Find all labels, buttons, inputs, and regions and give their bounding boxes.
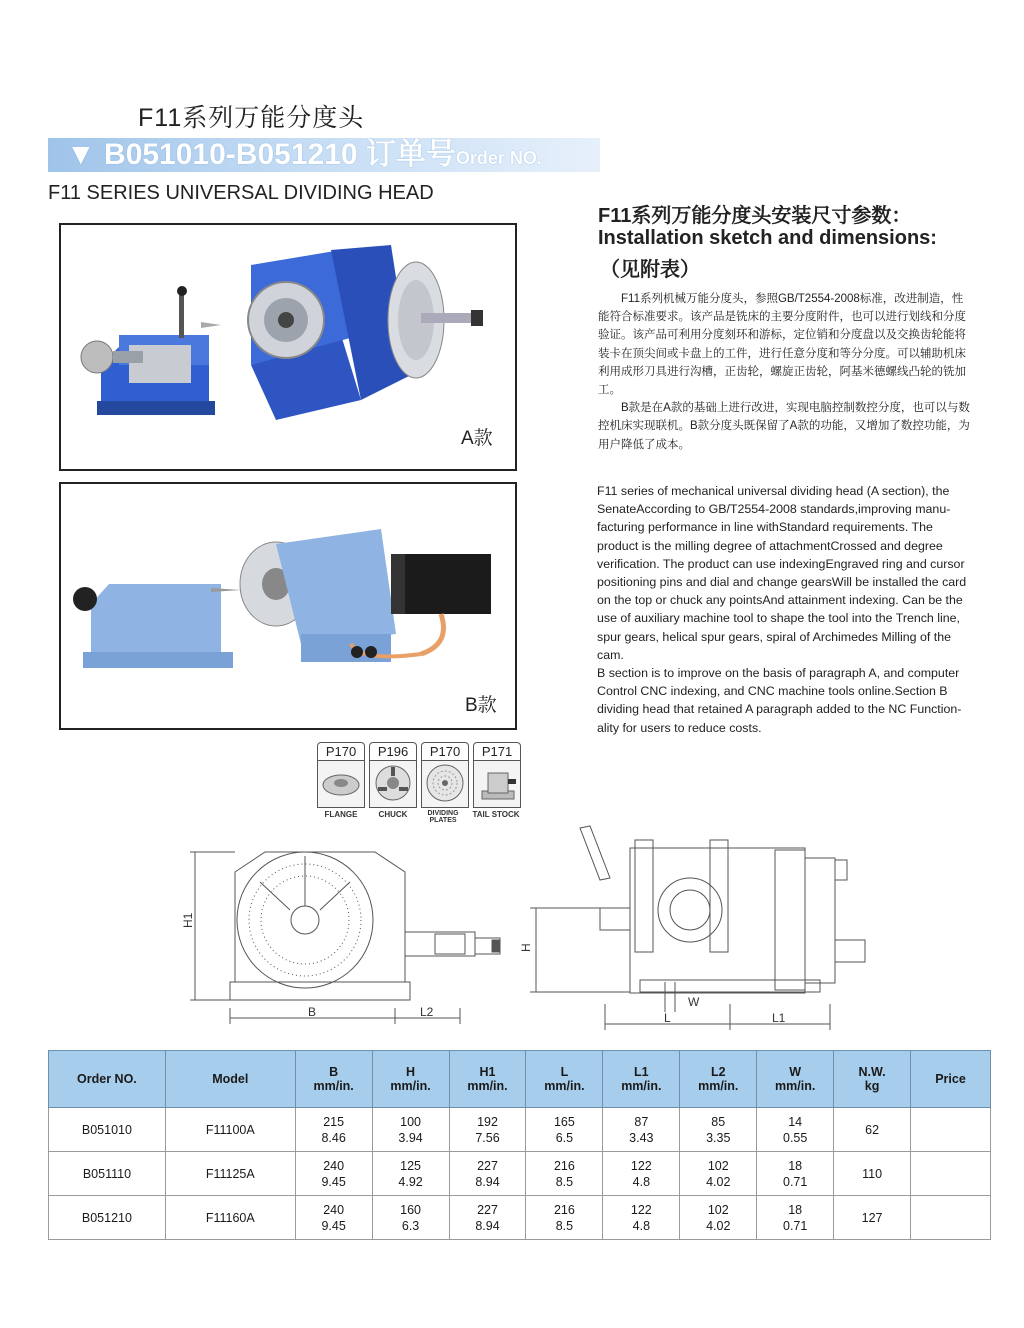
cell-order: B051010	[49, 1108, 166, 1152]
accessory-caption-flange: FLANGE	[324, 810, 358, 819]
description-cn-p2: B款是在A款的基础上进行改进，实现电脑控制数控分度，也可以与数控机床实现联机。B款分度头既保留了A款的功能，又增加了数控功能，为用户降低了成本。	[598, 402, 970, 451]
col-header-l: L mm/in.	[526, 1051, 603, 1108]
page-title-cn: F11系列万能分度头	[138, 104, 365, 132]
chuck-icon	[370, 761, 416, 805]
cell-l: 165 6.5	[526, 1108, 603, 1152]
install-note-cn: （见附表）	[600, 259, 700, 281]
col-header-nw: N.W. kg	[834, 1051, 911, 1108]
accessory-page: P170	[317, 742, 365, 761]
cell-order: B051110	[49, 1152, 166, 1196]
variant-b-label: B款	[465, 695, 497, 716]
cell-l1: 122 4.8	[603, 1152, 680, 1196]
col-header-model: Model	[165, 1051, 295, 1108]
table-row	[49, 1152, 991, 1196]
cell-nw: 62	[834, 1108, 911, 1152]
dividing-head-b-image	[61, 484, 515, 728]
col-header-h: H mm/in.	[372, 1051, 449, 1108]
accessory-caption-chuck: CHUCK	[378, 810, 408, 819]
cell-l2: 85 3.35	[680, 1108, 757, 1152]
cell-l2: 102 4.02	[680, 1196, 757, 1240]
cell-nw: 110	[834, 1152, 911, 1196]
dim-label-h1: H1	[181, 912, 195, 928]
description-en-p1: F11 series of mechanical universal dividing head (A section), the SenateAccording to GB/T2554-2008 standards,improving manu-facturing performance in line withStandard requirements. The product is the milling degree of attachmentCrossed and degree verification. The product can use indexingEngraved ring and cursor positioning pins and dial and change gearsWill be installed the card on the top or chuck any pointsAnd attainment indexing. Can be the use of auxiliary machine tool to shape the tool into the Trench line, spur gears, helical spur gears, spiral of Archimedes Milling of the cam.	[597, 484, 967, 662]
tail-stock-icon	[474, 761, 520, 805]
install-heading-cn: F11系列万能分度头安装尺寸参数：	[598, 205, 912, 227]
cell-w: 14 0.55	[757, 1108, 834, 1152]
order-suffix: Order NO.	[455, 148, 542, 168]
cell-b: 240 9.45	[295, 1196, 372, 1240]
spec-table	[48, 1050, 991, 1240]
variant-a-label: A款	[461, 428, 493, 449]
accessory-caption-tail: TAIL STOCK	[472, 810, 520, 819]
dim-label-l: L	[664, 1011, 671, 1025]
description-en	[597, 482, 975, 737]
cell-order: B051210	[49, 1196, 166, 1240]
cell-price	[911, 1152, 991, 1196]
cell-h: 160 6.3	[372, 1196, 449, 1240]
table-row	[49, 1108, 991, 1152]
cell-h1: 227 8.94	[449, 1152, 526, 1196]
cell-price	[911, 1196, 991, 1240]
accessory-caption-plates: DIVIDING PLATES	[427, 810, 459, 824]
dim-label-l2: L2	[420, 1005, 434, 1019]
cell-h1: 192 7.56	[449, 1108, 526, 1152]
cell-model: F11160A	[165, 1196, 295, 1240]
order-range: ▼ B051010-B051210 订单号	[66, 138, 456, 171]
cell-b: 215 8.46	[295, 1108, 372, 1152]
cell-b: 240 9.45	[295, 1152, 372, 1196]
col-header-l1: L1 mm/in.	[603, 1051, 680, 1108]
accessory-page: P170	[421, 742, 469, 761]
cell-nw: 127	[834, 1196, 911, 1240]
dim-label-l1: L1	[772, 1011, 786, 1025]
accessory-flange[interactable]	[317, 742, 365, 808]
cell-w: 18 0.71	[757, 1152, 834, 1196]
photo-variant-b	[59, 482, 517, 730]
cell-h1: 227 8.94	[449, 1196, 526, 1240]
description-en-p2: B section is to improve on the basis of paragraph A, and computer Control CNC indexing, and CNC machine tools online.Section B dividing head that retained A paragraph added to the NC Function-ality for users to reduce costs.	[597, 666, 962, 735]
dim-label-b: B	[308, 1005, 317, 1019]
accessory-tail-stock[interactable]	[473, 742, 521, 808]
col-header-l2: L2 mm/in.	[680, 1051, 757, 1108]
accessory-chuck[interactable]	[369, 742, 417, 808]
cell-l1: 122 4.8	[603, 1196, 680, 1240]
cell-h: 100 3.94	[372, 1108, 449, 1152]
dividing-plate-icon	[422, 761, 468, 805]
cell-l1: 87 3.43	[603, 1108, 680, 1152]
col-header-w: W mm/in.	[757, 1051, 834, 1108]
cell-l: 216 8.5	[526, 1196, 603, 1240]
cell-l2: 102 4.02	[680, 1152, 757, 1196]
order-number-band	[48, 138, 600, 172]
cell-w: 18 0.71	[757, 1196, 834, 1240]
table-header-row	[49, 1051, 991, 1108]
col-header-order: Order NO.	[49, 1051, 166, 1108]
page-title-en: F11 SERIES UNIVERSAL DIVIDING HEAD	[48, 182, 434, 204]
cell-l: 216 8.5	[526, 1152, 603, 1196]
dim-label-h: H	[519, 943, 533, 952]
accessory-dividing-plates[interactable]	[421, 742, 469, 808]
flange-icon	[318, 761, 364, 805]
accessory-page: P196	[369, 742, 417, 761]
install-heading-en: Installation sketch and dimensions:	[598, 227, 937, 249]
cell-model: F11100A	[165, 1108, 295, 1152]
cell-model: F11125A	[165, 1152, 295, 1196]
col-header-b: B mm/in.	[295, 1051, 372, 1108]
col-header-h1: H1 mm/in.	[449, 1051, 526, 1108]
dividing-head-a-image	[61, 225, 515, 469]
cell-h: 125 4.92	[372, 1152, 449, 1196]
description-cn	[598, 290, 974, 454]
col-header-price: Price	[911, 1051, 991, 1108]
technical-drawing	[180, 820, 980, 1035]
table-row	[49, 1196, 991, 1240]
accessory-page: P171	[473, 742, 521, 761]
dim-label-w: W	[688, 995, 700, 1009]
photo-variant-a	[59, 223, 517, 471]
cell-price	[911, 1108, 991, 1152]
description-cn-p1: F11系列机械万能分度头，参照GB/T2554-2008标准，改进制造，性能符合标准要求。该产品是铣床的主要分度附件，也可以进行划线和分度验证。该产品可利用分度刻环和游标，定位销和分度盘以及交换齿轮能将装卡在顶尖间或卡盘上的工件，进行任意分度和等分分度。可以辅助机床利用成形刀具进行沟槽，正齿轮，螺旋正齿轮，阿基米德螺线凸轮的铣加工。	[598, 293, 966, 397]
